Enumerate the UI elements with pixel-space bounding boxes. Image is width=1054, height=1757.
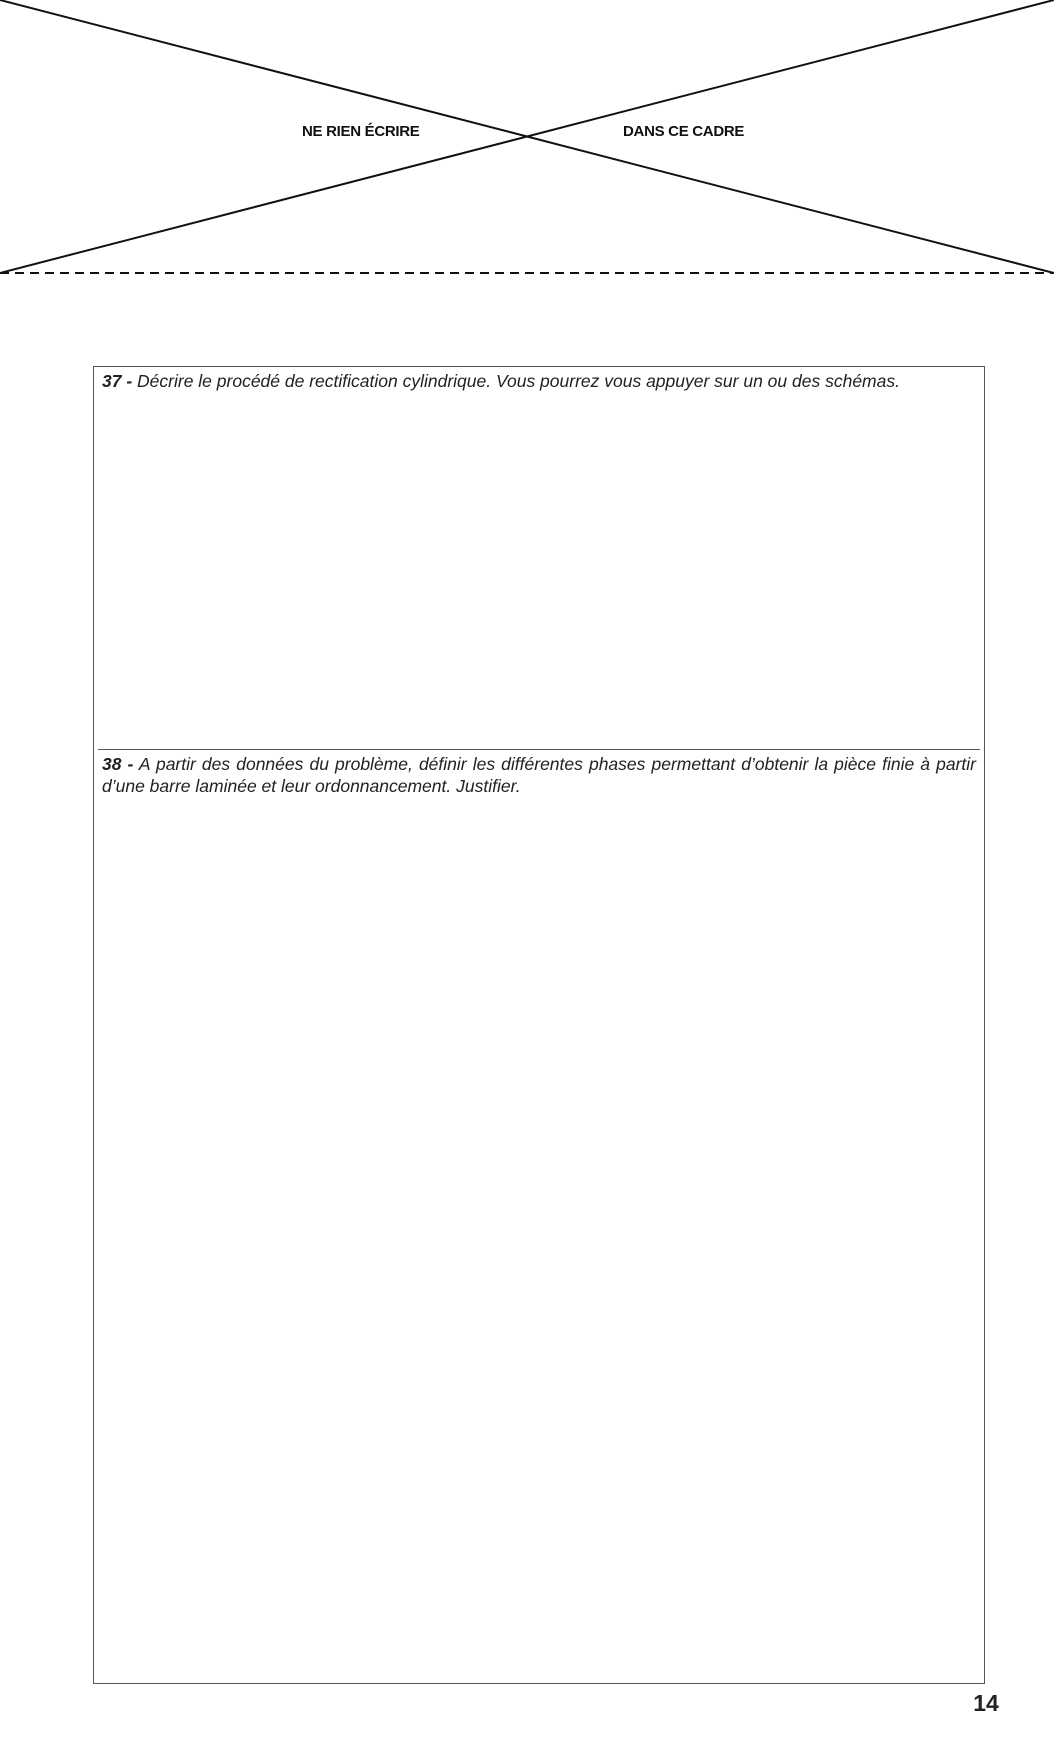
question-number: 38 - <box>102 754 134 774</box>
question-number: 37 - <box>102 371 133 391</box>
question-divider <box>98 749 980 750</box>
stamp-right-text: DANS CE CADRE <box>623 123 745 140</box>
question-text: Décrire le procédé de rectification cylindrique. Vous pourrez vous appuyer sur un ou des schémas. <box>137 371 900 391</box>
question-text: A partir des données du problème, définir les différentes phases permettant d’obtenir la pièce finie à partir d’une barre laminée et leur ordonnancement. Justifier. <box>102 754 976 796</box>
question-38 <box>102 753 976 797</box>
page-number: 14 <box>973 1690 999 1716</box>
do-not-write-cross <box>0 0 1054 280</box>
question-37 <box>102 370 976 392</box>
answer-frame <box>93 366 985 1684</box>
stamp-left-text: NE RIEN ÉCRIRE <box>302 123 420 140</box>
